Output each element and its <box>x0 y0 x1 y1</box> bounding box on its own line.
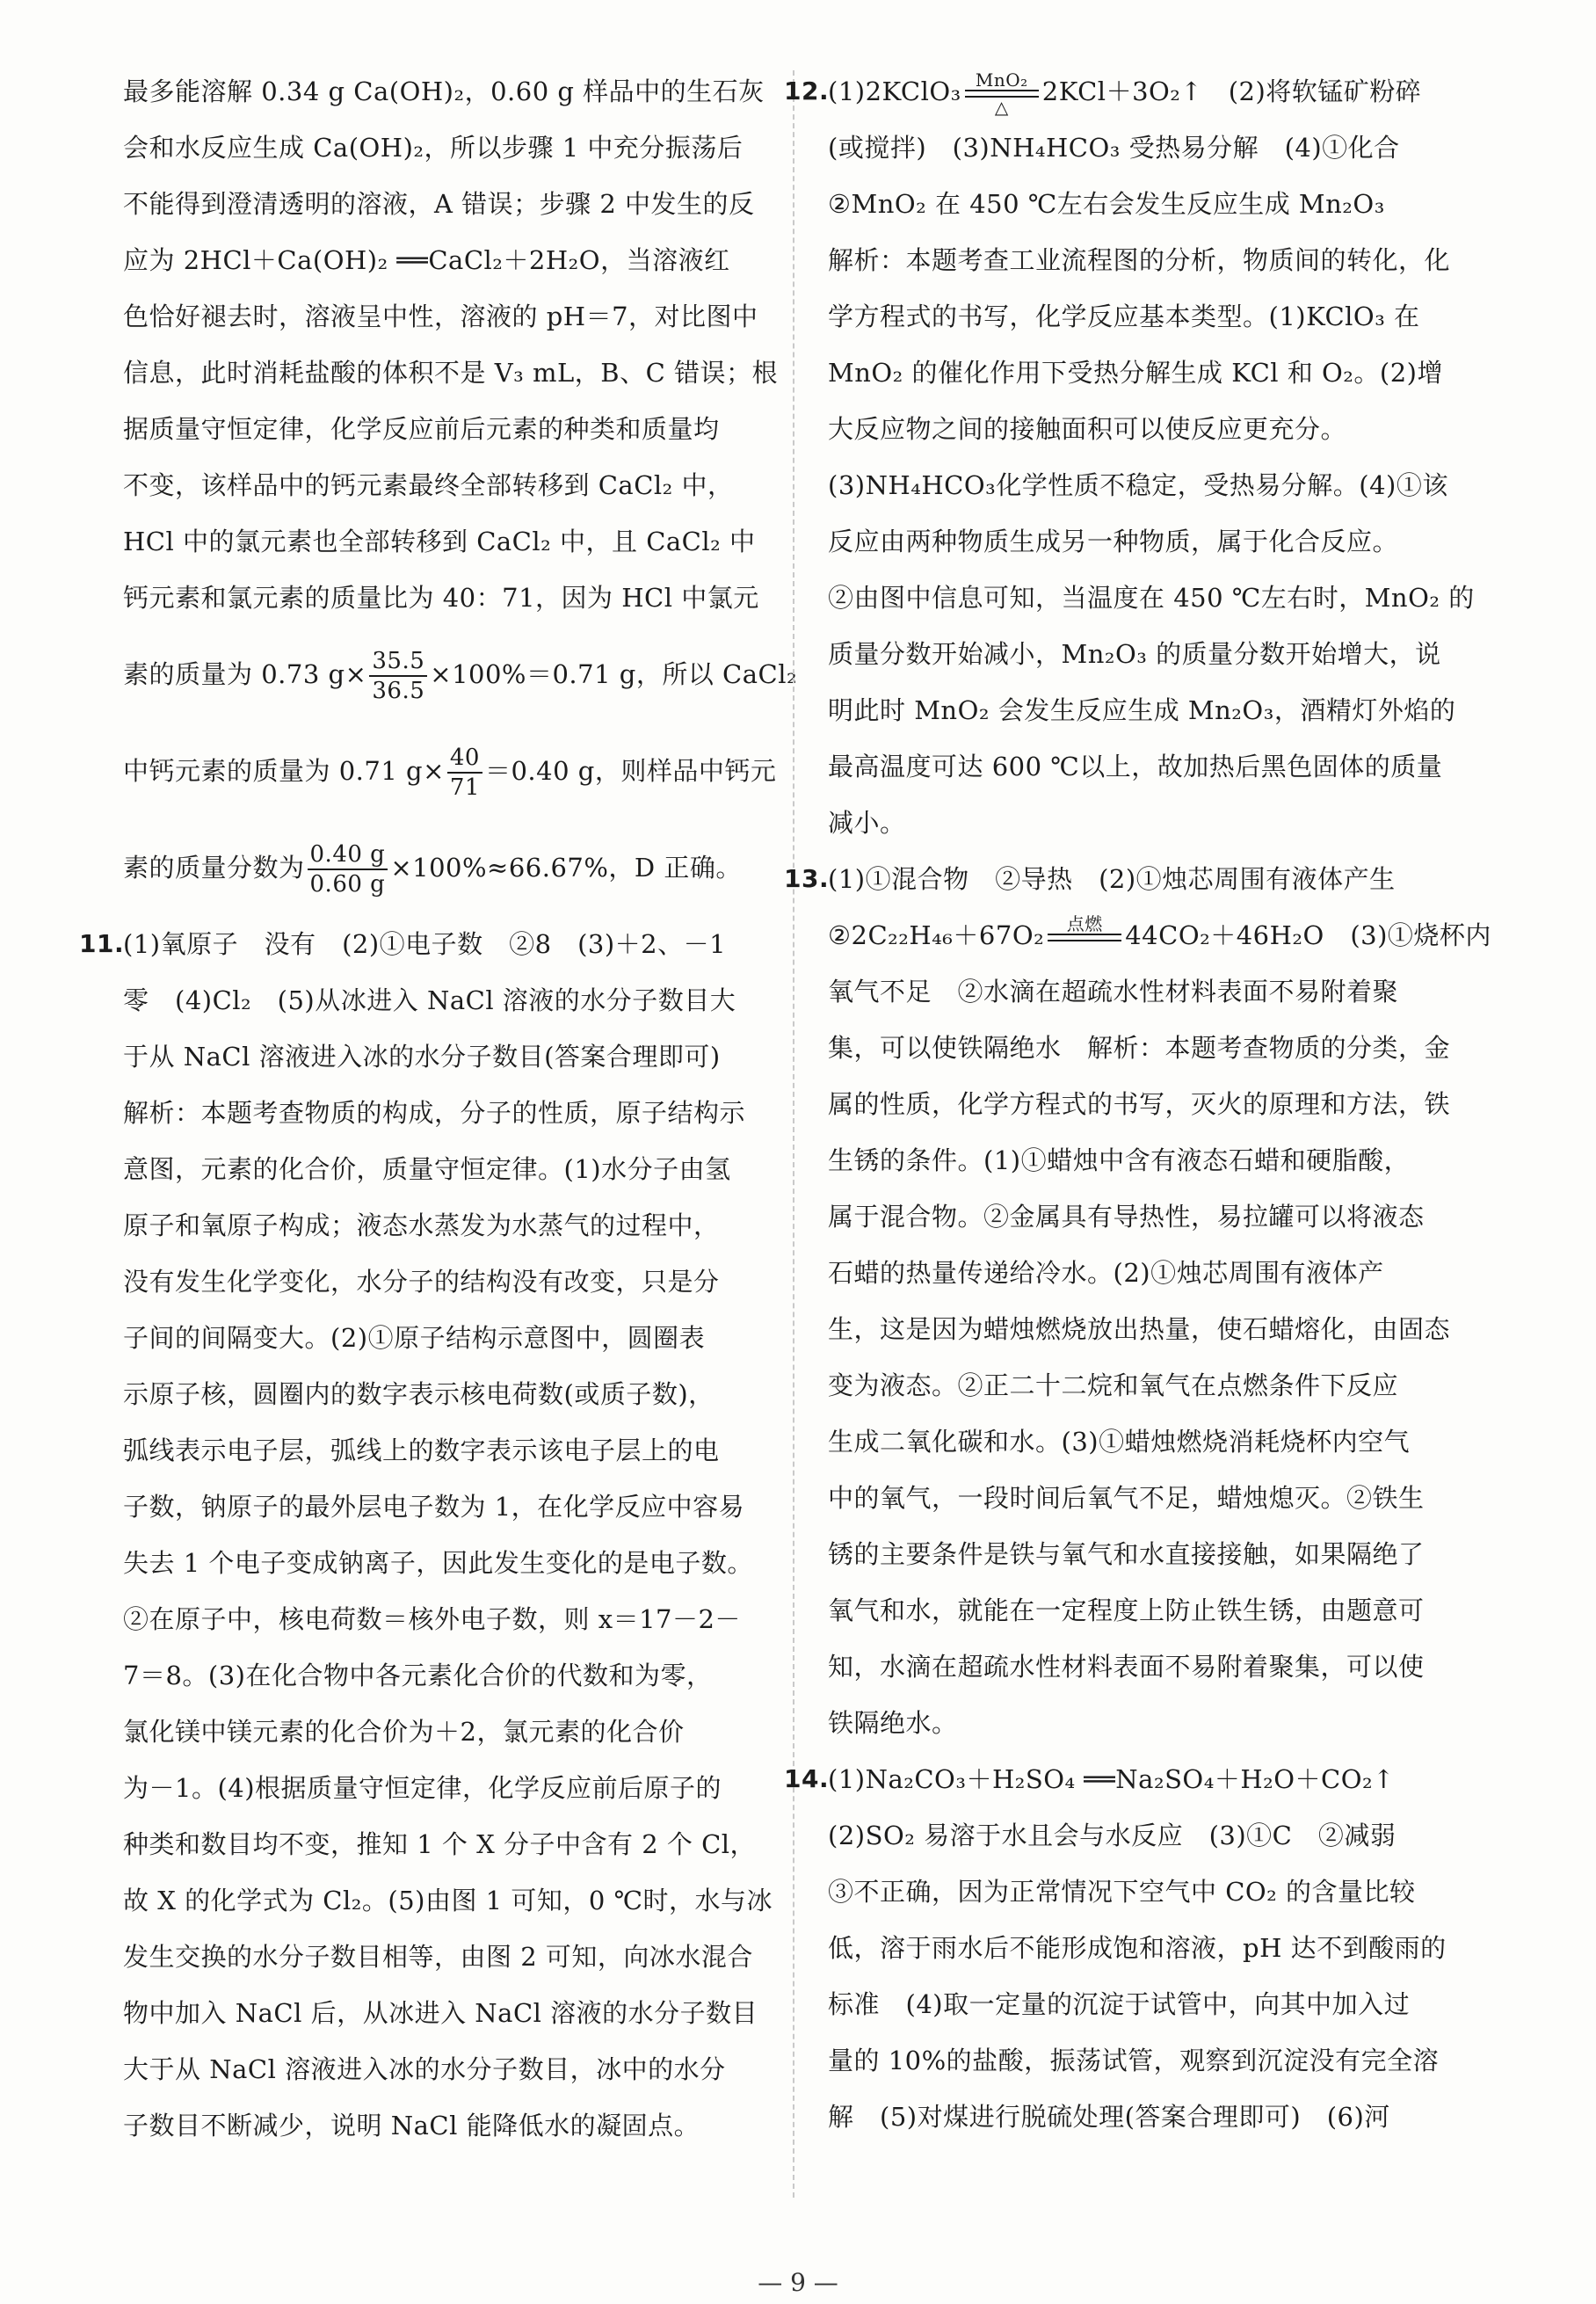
fraction <box>447 744 482 802</box>
text-line: 子数，钠原子的最外层电子数为 1，在化学反应中容易 <box>123 1492 745 1522</box>
text-line: ②MnO₂ 在 450 ℃左右会发生反应生成 Mn₂O₃ <box>828 189 1385 219</box>
text-line: 知，水滴在超疏水性材料表面不易附着聚集，可以使 <box>828 1652 1425 1682</box>
text-line: 属的性质，化学方程式的书写，灭火的原理和方法，铁 <box>828 1089 1451 1119</box>
text-line: 标准 (4)取一定量的沉淀于试管中，向其中加入过 <box>828 1989 1411 2019</box>
answer-text: (1)Na₂CO₃＋H₂SO₄ ══Na₂SO₄＋H₂O＋CO₂↑ <box>828 1764 1395 1794</box>
question-number: 14. <box>784 1764 830 1793</box>
column-divider <box>793 70 794 2198</box>
fraction-denominator: 36.5 <box>372 678 425 704</box>
text-line: 氯化镁中镁元素的化合价为＋2，氯元素的化合价 <box>123 1717 685 1747</box>
text-line: 集，可以使铁隔绝水 解析：本题考查物质的分类，金 <box>828 1033 1451 1063</box>
text-line: 不能得到澄清透明的溶液，A 错误；步骤 2 中发生的反 <box>123 189 755 219</box>
question-number: 11. <box>79 929 125 958</box>
text-line: 发生交换的水分子数目相等，由图 2 可知，向冰水混合 <box>123 1942 753 1972</box>
text-line: 学方程式的书写，化学反应基本类型。(1)KClO₃ 在 <box>828 302 1420 331</box>
fraction-text-after: ＝0.40 g，则样品中钙元 <box>484 756 777 786</box>
text-line: 属于混合物。②金属具有导热性，易拉罐可以将液态 <box>828 1202 1425 1232</box>
text-line: 弧线表示电子层，弧线上的数字表示该电子层上的电 <box>123 1435 720 1465</box>
fraction-text-after: ×100%＝0.71 g，所以 CaCl₂ <box>430 659 798 689</box>
text-line: 量的 10%的盐酸，振荡试管，观察到沉淀没有完全溶 <box>828 2046 1440 2075</box>
question-number: 13. <box>784 864 830 893</box>
text-line: 反应由两种物质生成另一种物质，属于化合反应。 <box>828 527 1399 556</box>
text-line: 变为液态。②正二十二烷和氧气在点燃条件下反应 <box>828 1370 1399 1400</box>
fraction-text-before: 素的质量为 0.73 g× <box>123 659 367 689</box>
text-line: 故 X 的化学式为 Cl₂。(5)由图 1 可知，0 ℃时，水与冰 <box>123 1886 773 1915</box>
text-line: ②在原子中，核电荷数＝核外电子数，则 x＝17－2－ <box>123 1604 741 1634</box>
text-line: 氧气和水，就能在一定程度上防止铁生锈，由题意可 <box>828 1595 1425 1625</box>
heat-symbol: △ <box>994 96 1009 118</box>
answer-text: (1)①混合物 ②导热 (2)①烛芯周围有液体产生 <box>828 864 1396 894</box>
text-line: 中的氧气，一段时间后氧气不足，蜡烛熄灭。②铁生 <box>828 1483 1425 1513</box>
fraction-numerator: 0.40 g <box>308 840 388 870</box>
fraction-line <box>123 723 777 819</box>
text-line: 大反应物之间的接触面积可以使反应更充分。 <box>828 414 1347 444</box>
fraction-denominator: 71 <box>449 774 480 801</box>
text-line: 解析：本题考查工业流程图的分析，物质间的转化，化 <box>828 245 1451 275</box>
ignition-label: 点燃 <box>1066 912 1103 934</box>
right-column <box>784 63 1506 2145</box>
text-line: 子间的间隔变大。(2)①原子结构示意图中，圆圈表 <box>123 1323 706 1353</box>
text-line: 最多能溶解 0.34 g Ca(OH)₂，0.60 g 样品中的生石灰 <box>123 76 765 106</box>
text-line: (2)SO₂ 易溶于水且会与水反应 (3)①C ②减弱 <box>828 1821 1396 1850</box>
text-line: 据质量守恒定律，化学反应前后元素的种类和质量均 <box>123 414 720 444</box>
fraction-denominator: 0.60 g <box>309 871 386 898</box>
text-line: HCl 中的氯元素也全部转移到 CaCl₂ 中，且 CaCl₂ 中 <box>123 527 756 556</box>
text-line: 质量分数开始减小，Mn₂O₃ 的质量分数开始增大，说 <box>828 639 1441 669</box>
text-line: 低，溶于雨水后不能形成饱和溶液，pH 达不到酸雨的 <box>828 1933 1447 1963</box>
text-line: 应为 2HCl＋Ca(OH)₂ ══CaCl₂＋2H₂O，当溶液红 <box>123 245 730 275</box>
text-line: 色恰好褪去时，溶液呈中性，溶液的 pH＝7，对比图中 <box>123 302 758 331</box>
text-line: 会和水反应生成 Ca(OH)₂，所以步骤 1 中充分振荡后 <box>123 133 744 163</box>
equation-product: 44CO₂＋46H₂O (3)①烧杯内 <box>1125 920 1491 950</box>
text-line: 钙元素和氯元素的质量比为 40：71，因为 HCl 中氯元 <box>123 583 759 613</box>
equation-reactant: (1)2KClO₃ <box>828 76 961 106</box>
question-13-line <box>784 851 1506 907</box>
text-line: 意图，元素的化合价，质量守恒定律。(1)水分子由氢 <box>123 1154 731 1184</box>
fraction-text-before: 中钙元素的质量为 0.71 g× <box>123 756 445 786</box>
text-line: 子数目不断减少，说明 NaCl 能降低水的凝固点。 <box>123 2111 700 2140</box>
fraction-text-after: ×100%≈66.67%，D 正确。 <box>390 853 742 883</box>
equation-line <box>828 907 1506 963</box>
text-line: 生，这是因为蜡烛燃烧放出热量，使石蜡熔化，由固态 <box>828 1314 1451 1344</box>
text-line: 解 (5)对煤进行脱硫处理(答案合理即可) (6)河 <box>828 2102 1390 2132</box>
text-line: 铁隔绝水。 <box>828 1708 958 1738</box>
fraction-text-before: 素的质量分数为 <box>123 853 305 883</box>
text-line: 大于从 NaCl 溶液进入冰的水分子数目，冰中的水分 <box>123 2054 726 2084</box>
answer-text: (1)氧原子 没有 (2)①电子数 ②8 (3)＋2、－1 <box>123 929 727 959</box>
fraction <box>369 647 427 705</box>
text-line: 为－1。(4)根据质量守恒定律，化学反应前后原子的 <box>123 1773 722 1803</box>
text-line: MnO₂ 的催化作用下受热分解生成 KCl 和 O₂。(2)增 <box>828 358 1443 388</box>
question-number: 12. <box>784 76 830 105</box>
text-line: 石蜡的热量传递给冷水。(2)①烛芯周围有液体产 <box>828 1258 1384 1288</box>
question-14-line <box>784 1751 1506 1807</box>
equation-reactant: ②2C₂₂H₄₆＋67O₂ <box>828 920 1045 950</box>
page-number: — 9 — <box>758 2268 838 2297</box>
text-line: 减小。 <box>828 808 906 838</box>
text-line: 生锈的条件。(1)①蜡烛中含有液态石蜡和硬脂酸， <box>828 1145 1411 1175</box>
fraction-numerator: 35.5 <box>369 647 427 677</box>
text-line: 最高温度可达 600 ℃以上，故加热后黑色固体的质量 <box>828 752 1443 781</box>
text-line: ②由图中信息可知，当温度在 450 ℃左右时，MnO₂ 的 <box>828 583 1475 613</box>
text-line: 锈的主要条件是铁与氧气和水直接接触，如果隔绝了 <box>828 1539 1425 1569</box>
fraction-line <box>123 626 798 723</box>
fraction-numerator: 40 <box>447 744 482 774</box>
text-line: 信息，此时消耗盐酸的体积不是 V₃ mL，B、C 错误；根 <box>123 358 778 388</box>
text-line: 没有发生化学变化，水分子的结构没有改变，只是分 <box>123 1267 720 1297</box>
question-11-line <box>79 916 769 972</box>
text-line: 氧气不足 ②水滴在超疏水性材料表面不易附着聚 <box>828 977 1399 1007</box>
reaction-condition <box>965 70 1039 117</box>
left-column <box>79 63 798 2154</box>
text-line: 种类和数目均不变，推知 1 个 X 分子中含有 2 个 Cl， <box>123 1829 757 1859</box>
text-line: 零 (4)Cl₂ (5)从冰进入 NaCl 溶液的水分子数目大 <box>123 985 736 1015</box>
catalyst-label: MnO₂ <box>975 69 1028 91</box>
text-line: 解析：本题考查物质的构成，分子的性质，原子结构示 <box>123 1098 746 1128</box>
text-line: 示原子核，圆圈内的数字表示核电荷数(或质子数)， <box>123 1379 715 1409</box>
text-line: 失去 1 个电子变成钠离子，因此发生变化的是电子数。 <box>123 1548 753 1578</box>
question-12-line <box>784 63 1506 120</box>
text-line: 明此时 MnO₂ 会发生反应生成 Mn₂O₃，酒精灯外焰的 <box>828 695 1456 725</box>
text-line: 7＝8。(3)在化合物中各元素化合价的代数和为零， <box>123 1661 713 1690</box>
fraction-line <box>123 819 769 916</box>
text-line: 生成二氧化碳和水。(3)①蜡烛燃烧消耗烧杯内空气 <box>828 1427 1411 1457</box>
text-line: 不变，该样品中的钙元素最终全部转移到 CaCl₂ 中， <box>123 470 734 500</box>
text-line: 物中加入 NaCl 后，从冰进入 NaCl 溶液的水分子数目 <box>123 1998 758 2028</box>
fraction <box>308 840 388 898</box>
equation-product: 2KCl＋3O₂↑ (2)将软锰矿粉碎 <box>1041 76 1422 106</box>
text-line: (或搅拌) (3)NH₄HCO₃ 受热易分解 (4)①化合 <box>828 133 1400 163</box>
text-line: 于从 NaCl 溶液进入冰的水分子数目(答案合理即可) <box>123 1042 721 1072</box>
text-line: (3)NH₄HCO₃化学性质不稳定，受热易分解。(4)①该 <box>828 470 1448 500</box>
text-line: 原子和氧原子构成；液态水蒸发为水蒸气的过程中， <box>123 1210 720 1240</box>
reaction-condition <box>1048 914 1121 961</box>
text-line: ③不正确，因为正常情况下空气中 CO₂ 的含量比较 <box>828 1877 1416 1907</box>
